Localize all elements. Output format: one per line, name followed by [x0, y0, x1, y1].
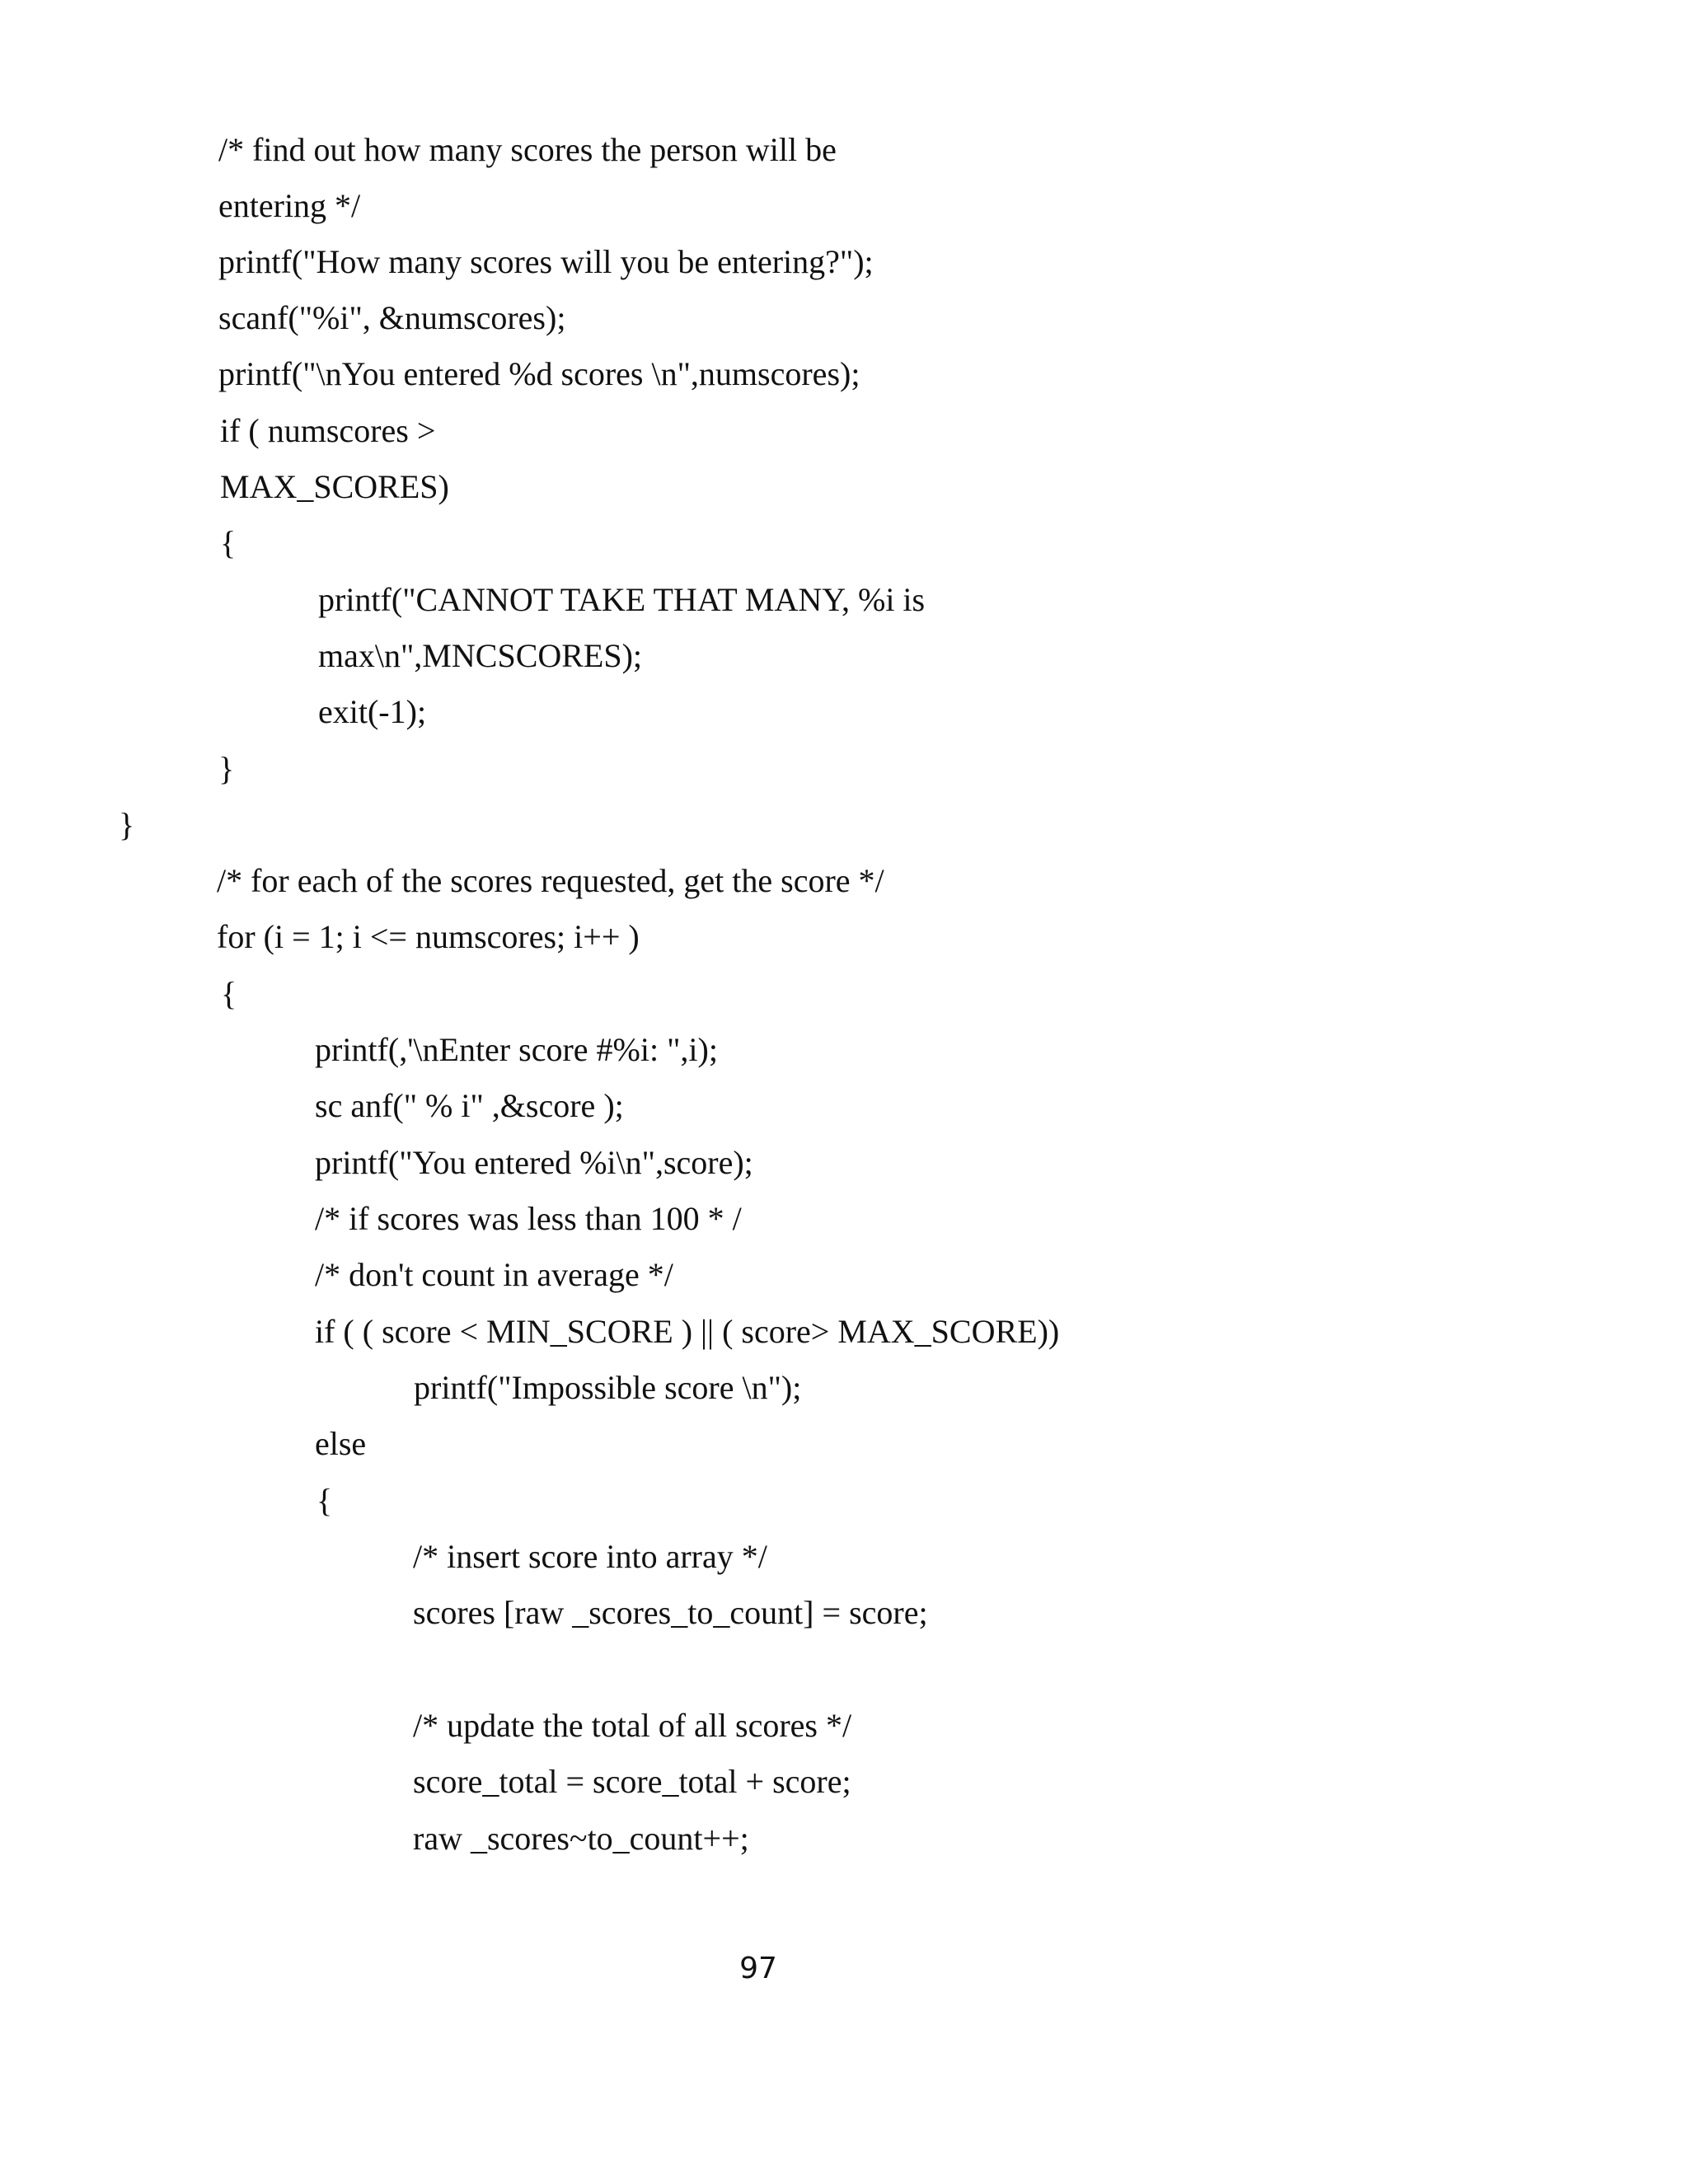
code-line: /* don't count in average */: [315, 1256, 673, 1293]
code-line: }: [119, 806, 135, 843]
code-line: raw _scores~to_count++;: [413, 1820, 749, 1857]
code-line: printf(,'\nEnter score #%i: ",i);: [315, 1031, 718, 1068]
code-line: printf("Impossible score \n");: [414, 1369, 802, 1406]
code-line: }: [218, 750, 235, 787]
code-line: {: [316, 1482, 333, 1519]
code-line: if ( ( score < MIN_SCORE ) || ( score> MAX_SCORE)): [315, 1313, 1060, 1350]
code-line: for (i = 1; i <= numscores; i++ ): [217, 918, 640, 955]
code-line: /* insert score into array */: [413, 1538, 767, 1575]
code-line: entering */: [218, 187, 361, 224]
code-line: printf("You entered %i\n",score);: [315, 1144, 753, 1181]
code-line: /* if scores was less than 100 * /: [315, 1200, 742, 1237]
code-line: printf("CANNOT TAKE THAT MANY, %i is: [318, 581, 926, 618]
code-line: /* find out how many scores the person will be: [218, 131, 837, 168]
code-line: exit(-1);: [318, 693, 427, 730]
code-line: printf("How many scores will you be entering?");: [218, 243, 874, 280]
code-line: printf("\nYou entered %d scores \n",numscores);: [218, 355, 860, 392]
code-line: /* for each of the scores requested, get the score */: [217, 862, 884, 899]
code-line: sc anf(" % i" ,&score );: [315, 1087, 624, 1124]
page-number: 97: [739, 1952, 777, 1985]
code-line: if ( numscores >: [220, 412, 436, 449]
code-line: MAX_SCORES): [220, 468, 449, 505]
code-line: else: [315, 1425, 367, 1462]
code-line: scanf("%i", &numscores);: [218, 299, 566, 336]
code-line: score_total = score_total + score;: [413, 1763, 851, 1800]
code-line: {: [221, 975, 237, 1012]
code-line: /* update the total of all scores */: [413, 1707, 852, 1744]
code-line: scores [raw _scores_to_count] = score;: [413, 1594, 928, 1631]
code-line: {: [220, 524, 237, 561]
code-line: max\n",MNCSCORES);: [318, 637, 643, 674]
